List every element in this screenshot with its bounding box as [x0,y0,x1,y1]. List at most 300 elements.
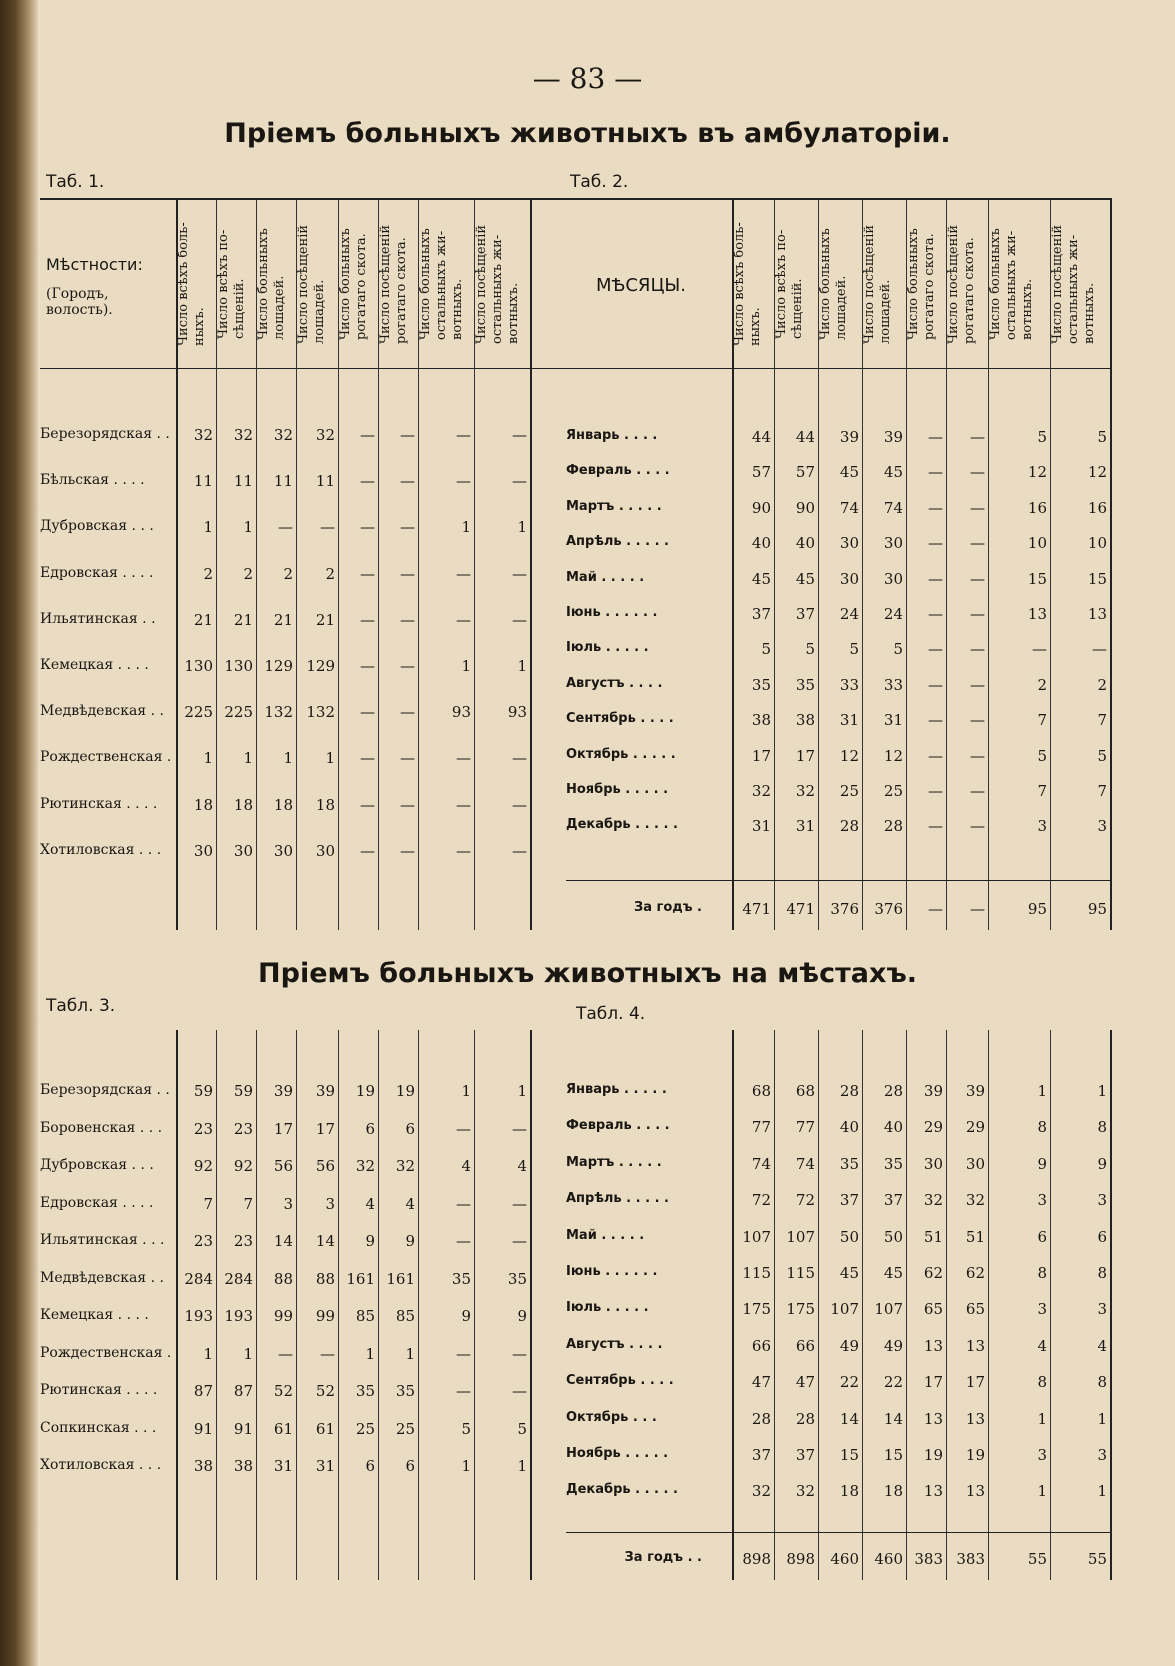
table4-row-3-col-5: 30 [923,1154,943,1173]
table1-row-6-col-2: 130 [224,657,253,675]
table4-row-2-col-6: 29 [965,1118,985,1137]
table1-row-8-col-7: — [456,749,471,768]
table4-row-8-col-5: 13 [923,1336,943,1355]
table2-row-1-name: Январь . . . . [566,428,658,443]
table3-row-6-col-3: 88 [273,1269,293,1288]
table1-row-6-col-5: — [360,657,375,675]
table4-row-8-col-7: 4 [1037,1336,1047,1355]
table3-row-8-col-1: 1 [203,1344,213,1363]
table2-row-1-col-1: 44 [751,428,771,446]
table2-row-8-col-5: — [928,675,943,694]
table2-row-7-col-7: — [1032,640,1047,659]
table2-row-8-col-4: 33 [883,675,903,694]
table1-row-3-col-2: 1 [243,518,253,537]
table4-row-10-col-7: 1 [1037,1409,1047,1428]
table1-row-7-col-4: 132 [306,703,335,722]
left-column-header-4: Число посѣщеній лошадей. [296,224,327,344]
table1-row-7-col-6: — [400,703,415,722]
table1-row-1-col-5: — [360,426,375,444]
table4-row-1-col-4: 28 [883,1082,903,1100]
table2-row-2-name: Февраль . . . . [566,463,670,479]
header-places-title: Мѣстности: [46,255,143,274]
table2-row-2-col-5: — [928,463,943,482]
table2-row-9-col-6: — [970,711,985,730]
table4-row-10-col-8: 1 [1097,1409,1107,1428]
table2-row-11-name: Ноябрь . . . . . [566,782,669,797]
table2-row-5-col-7: 15 [1027,569,1047,588]
table3-row-1-col-4: 39 [315,1082,335,1100]
table1-row-7-col-7: 93 [451,703,471,722]
table4-row-7-col-4: 107 [874,1300,903,1319]
table3-row-6-col-2: 284 [224,1269,253,1288]
table3-row-10-name: Сопкинская . . . [40,1419,157,1436]
table4-row-6-col-2: 115 [786,1264,815,1282]
table2-row-4-col-2: 40 [795,534,815,553]
table3-row-2-col-1: 23 [193,1119,213,1138]
table1-row-9-col-7: — [456,795,471,814]
table3-row-2-col-8: — [512,1119,527,1138]
page-number: — 83 — [532,62,643,95]
table4-row-3-col-4: 35 [883,1154,903,1173]
table3-row-2-col-4: 17 [315,1119,335,1138]
table4-row-9-col-7: 8 [1037,1373,1047,1392]
table4-row-5-col-8: 6 [1097,1227,1107,1246]
table2-row-3-col-8: 16 [1087,498,1107,517]
table4-row-10-col-3: 14 [839,1409,859,1428]
table2-row-3-col-6: — [970,498,985,517]
table4-total-col-7: 55 [1027,1550,1047,1568]
table2-row-12-col-7: 3 [1037,817,1047,836]
table4-row-3-col-1: 74 [751,1154,771,1173]
table1-row-7-col-1: 225 [184,703,213,722]
table4-row-11-col-3: 15 [839,1446,859,1464]
table3-row-9-col-3: 52 [273,1382,293,1400]
table2-row-6-col-3: 24 [839,605,859,623]
table4-row-5-col-4: 50 [883,1227,903,1246]
table4-row-11-col-1: 37 [751,1446,771,1464]
table4-row-1-col-2: 68 [795,1082,815,1100]
lower-left-vrule-2 [256,1030,257,1580]
table2-row-3-col-5: — [928,498,943,517]
table2-row-6-col-8: 13 [1087,605,1107,623]
table4-row-1-col-8: 1 [1097,1082,1107,1100]
table3-row-1-name: Березорядская . . [40,1082,170,1098]
left-column-header-3: Число больныхъ лошадей. [256,228,287,340]
table1-row-1-col-8: — [512,426,527,444]
table3-row-10-col-2: 91 [233,1419,253,1438]
table1-row-9-col-2: 18 [233,795,253,814]
upper-left-vrule-8 [530,200,532,930]
table2-row-10-col-1: 17 [751,746,771,765]
table2-row-6-col-5: — [928,605,943,623]
lower-left-vrule-6 [418,1030,419,1580]
table3-row-4-col-4: 3 [325,1194,335,1213]
table2-row-11-col-1: 32 [751,782,771,800]
table2-row-12-col-4: 28 [883,817,903,836]
table2-row-9-col-2: 38 [795,711,815,730]
table4-row-2-col-8: 8 [1097,1118,1107,1137]
table1-row-8-col-8: — [512,749,527,768]
table1-row-7-name: Медвѣдевская . . [40,703,164,720]
table3-row-5-col-4: 14 [315,1232,335,1250]
table3-row-3-col-4: 56 [315,1157,335,1175]
right-column-header-4: Число посѣщеній лошадей. [862,224,893,344]
left-column-header-8: Число посѣщеній остальныхъ жи- вотныхъ. [474,224,521,344]
table2-row-7-col-4: 5 [893,640,903,659]
table4-row-7-col-5: 65 [923,1300,943,1319]
table2-row-12-col-6: — [970,817,985,836]
table2-total-col-2: 471 [786,900,815,918]
table2-row-8-col-2: 35 [795,675,815,694]
table4-row-11-col-8: 3 [1097,1446,1107,1464]
table4-row-12-col-1: 32 [751,1482,771,1501]
table3-row-11-col-6: 6 [405,1457,415,1475]
table4-row-12-col-5: 13 [923,1482,943,1501]
table2-row-10-col-5: — [928,746,943,765]
lower-left-vrule-5 [378,1030,379,1580]
table4-row-2-col-2: 77 [795,1118,815,1137]
table2-row-11-col-5: — [928,782,943,800]
table2-row-8-col-6: — [970,675,985,694]
table3-row-2-name: Боровенская . . . [40,1119,163,1136]
table3-row-4-col-8: — [512,1194,527,1213]
table4-row-11-col-4: 15 [883,1446,903,1464]
table3-row-8-col-8: — [512,1344,527,1363]
table1-row-9-col-6: — [400,795,415,814]
table2-row-5-col-8: 15 [1087,569,1107,588]
table4-row-3-col-6: 30 [965,1154,985,1173]
left-column-header-1: Число всѣхъ боль- ныхъ. [176,222,207,346]
tab4-label: Табл. 4. [576,1004,646,1024]
table3-row-9-col-7: — [456,1382,471,1400]
table3-row-11-name: Хотиловская . . . [40,1457,162,1473]
table3-row-2-col-6: 6 [405,1119,415,1138]
table4-row-9-col-3: 22 [839,1373,859,1392]
table4-row-12-col-3: 18 [839,1482,859,1501]
table1-row-7-col-8: 93 [507,703,527,722]
table1-row-2-col-8: — [512,472,527,491]
table3-row-5-col-7: — [456,1232,471,1250]
table1-row-5-name: Ильятинская . . [40,610,156,627]
table3-row-10-col-3: 61 [273,1419,293,1438]
right-column-header-5: Число больныхъ рогатаго скота. [906,228,937,340]
table1-row-5-col-7: — [456,610,471,629]
table3-row-11-col-1: 38 [193,1457,213,1475]
table2-row-10-col-8: 5 [1097,746,1107,765]
table4-row-3-col-3: 35 [839,1154,859,1173]
table2-row-6-col-1: 37 [751,605,771,623]
table1-row-2-col-7: — [456,472,471,491]
table3-row-6-col-4: 88 [315,1269,335,1288]
table1-row-6-name: Кемецкая . . . . [40,657,149,673]
table1-row-10-col-5: — [360,841,375,860]
table1-row-4-col-5: — [360,564,375,583]
table1-row-4-col-3: 2 [283,564,293,583]
table4-row-4-col-7: 3 [1037,1191,1047,1210]
table2-row-9-col-8: 7 [1097,711,1107,730]
table4-row-8-col-4: 49 [883,1336,903,1355]
table1-row-3-col-4: — [320,518,335,537]
table3-row-7-name: Кемецкая . . . . [40,1307,149,1323]
table2-row-5-col-5: — [928,569,943,588]
table4-row-7-name: Іюль . . . . . [566,1300,649,1316]
table1-row-2-col-2: 11 [233,472,253,491]
table3-row-1-col-6: 19 [395,1082,415,1100]
table1-row-10-name: Хотиловская . . . [40,841,162,858]
table4-row-12-col-6: 13 [965,1482,985,1501]
table2-row-3-col-7: 16 [1027,498,1047,517]
table4-row-4-col-8: 3 [1097,1191,1107,1210]
table1-row-10-col-3: 30 [273,841,293,860]
table1-row-5-col-6: — [400,610,415,629]
table2-row-4-col-3: 30 [839,534,859,553]
table4-row-10-col-4: 14 [883,1409,903,1428]
table2-total-col-6: — [970,900,985,918]
table2-row-6-name: Іюнь . . . . . . [566,605,658,620]
table3-row-2-col-5: 6 [365,1119,375,1138]
table4-row-1-col-1: 68 [751,1082,771,1100]
table2-row-11-col-2: 32 [795,782,815,800]
table3-row-4-col-5: 4 [365,1194,375,1213]
table4-row-4-col-4: 37 [883,1191,903,1210]
table3-row-5-col-1: 23 [193,1232,213,1250]
book-spine-shadow [0,0,38,1666]
table4-row-8-col-6: 13 [965,1336,985,1355]
table4-row-12-col-4: 18 [883,1482,903,1501]
table1-row-8-col-6: — [400,749,415,768]
table1-row-6-col-6: — [400,657,415,675]
header-places [46,255,174,318]
table4-row-9-col-8: 8 [1097,1373,1107,1392]
table3-row-3-col-8: 4 [517,1157,527,1175]
table2-row-4-col-8: 10 [1087,534,1107,553]
table4-row-6-col-3: 45 [839,1264,859,1282]
table2-row-8-col-7: 2 [1037,675,1047,694]
table4-row-10-col-6: 13 [965,1409,985,1428]
right-column-header-2: Число всѣхъ по- сѣщеній. [774,229,805,339]
right-column-header-7: Число больныхъ остальныхъ жи- вотныхъ. [988,228,1035,340]
table3-row-3-col-7: 4 [461,1157,471,1175]
table4-row-10-col-5: 13 [923,1409,943,1428]
tab3-label: Табл. 3. [46,996,116,1016]
table2-row-10-name: Октябрь . . . . . [566,746,676,762]
table4-total-col-6: 383 [956,1550,985,1568]
table3-row-3-col-1: 92 [193,1157,213,1175]
table3-row-1-col-8: 1 [517,1082,527,1100]
table4-row-9-col-5: 17 [923,1373,943,1392]
table1-row-5-col-4: 21 [315,610,335,629]
table1-row-1-col-3: 32 [273,426,293,444]
table1-row-10-col-2: 30 [233,841,253,860]
table4-row-1-name: Январь . . . . . [566,1082,667,1097]
table2-row-4-col-6: — [970,534,985,553]
table2-total-rule [566,880,1110,881]
table2-row-12-col-8: 3 [1097,817,1107,836]
table4-row-10-col-1: 28 [751,1409,771,1428]
table2-row-2-col-2: 57 [795,463,815,482]
table3-row-11-col-5: 6 [365,1457,375,1475]
header-months: МѢСЯЦЫ. [595,275,687,296]
table4-row-11-col-6: 19 [965,1446,985,1464]
table1-row-2-col-1: 11 [193,472,213,491]
table4-row-12-col-2: 32 [795,1482,815,1501]
table4-row-12-col-7: 1 [1037,1482,1047,1501]
table3-row-10-col-4: 61 [315,1419,335,1438]
table2-total-col-5: — [928,900,943,918]
table4-row-8-col-8: 4 [1097,1336,1107,1355]
left-column-header-5: Число больныхъ рогатаго скота. [338,228,369,340]
table3-row-1-col-2: 59 [233,1082,253,1100]
table3-row-9-col-5: 35 [355,1382,375,1400]
table2-row-10-col-2: 17 [795,746,815,765]
table1-row-2-col-3: 11 [273,472,293,491]
table1-row-9-name: Рютинская . . . . [40,795,158,812]
table2-row-6-col-7: 13 [1027,605,1047,623]
upper-right-vrule-8 [1110,200,1112,930]
table1-row-9-col-3: 18 [273,795,293,814]
table4-row-5-col-3: 50 [839,1227,859,1246]
table1-row-2-name: Бѣльская . . . . [40,472,145,489]
table2-row-9-col-1: 38 [751,711,771,730]
table3-row-6-col-8: 35 [507,1269,527,1288]
table4-total-col-2: 898 [786,1550,815,1568]
lower-left-vrule-0 [176,1030,178,1580]
table2-row-5-col-2: 45 [795,569,815,588]
table3-row-4-col-2: 7 [243,1194,253,1213]
table4-row-2-col-1: 77 [751,1118,771,1137]
section2-title: Пріемъ больныхъ животныхъ на мѣстахъ. [258,958,917,989]
table2-row-4-col-1: 40 [751,534,771,553]
table4-row-3-name: Мартъ . . . . . [566,1154,662,1170]
table1-row-10-col-8: — [512,841,527,860]
table4-row-11-name: Ноябрь . . . . . [566,1446,669,1461]
table1-row-10-col-6: — [400,841,415,860]
table1-row-3-col-8: 1 [517,518,527,537]
table1-row-4-col-1: 2 [203,564,213,583]
table1-row-4-col-6: — [400,564,415,583]
table4-row-7-col-2: 175 [786,1300,815,1319]
table2-row-11-col-4: 25 [883,782,903,800]
table3-row-5-col-6: 9 [405,1232,415,1250]
table1-row-8-col-1: 1 [203,749,213,768]
table2-row-9-col-7: 7 [1037,711,1047,730]
table1-row-4-col-8: — [512,564,527,583]
table4-row-10-col-2: 28 [795,1409,815,1428]
table4-row-3-col-8: 9 [1097,1154,1107,1173]
table1-row-1-col-2: 32 [233,426,253,444]
table3-row-2-col-2: 23 [233,1119,253,1138]
table1-row-10-col-7: — [456,841,471,860]
table4-row-10-name: Октябрь . . . [566,1409,657,1425]
table4-row-7-col-8: 3 [1097,1300,1107,1319]
table3-row-8-name: Рождественская . [40,1344,172,1361]
table4-row-12-col-8: 1 [1097,1482,1107,1501]
table3-row-2-col-7: — [456,1119,471,1138]
table4-row-5-name: Май . . . . . [566,1227,645,1243]
table3-row-3-col-2: 92 [233,1157,253,1175]
table3-row-6-name: Медвѣдевская . . [40,1269,164,1286]
table2-row-4-col-7: 10 [1027,534,1047,553]
table3-row-6-col-7: 35 [451,1269,471,1288]
table4-row-12-name: Декабрь . . . . . [566,1482,678,1498]
header-places-subtitle: (Городъ, волость). [46,286,113,318]
table1-row-6-col-1: 130 [184,657,213,675]
table4-row-11-col-7: 3 [1037,1446,1047,1464]
table2-row-10-col-7: 5 [1037,746,1047,765]
table2-row-5-col-6: — [970,569,985,588]
table2-row-6-col-6: — [970,605,985,623]
lower-left-vrule-3 [296,1030,297,1580]
header-bottom-rule [40,368,1112,369]
table4-row-2-col-3: 40 [839,1118,859,1137]
table4-total-rule [566,1532,1110,1533]
table3-row-9-col-4: 52 [315,1382,335,1400]
table2-row-7-col-1: 5 [761,640,771,659]
table4-total-col-1: 898 [742,1550,771,1568]
table3-row-3-col-3: 56 [273,1157,293,1175]
table2-row-3-name: Мартъ . . . . . [566,498,662,514]
table1-row-8-col-4: 1 [325,749,335,768]
table2-row-9-name: Сентябрь . . . . [566,711,674,727]
table4-row-1-col-6: 39 [965,1082,985,1100]
table4-row-6-col-5: 62 [923,1264,943,1282]
table1-row-3-col-6: — [400,518,415,537]
table1-row-8-name: Рождественская . [40,749,172,766]
right-column-header-8: Число посѣщеній остальныхъ жи- вотныхъ. [1050,224,1097,344]
table3-row-8-col-3: — [278,1344,293,1363]
table3-row-8-col-6: 1 [405,1344,415,1363]
table3-row-7-col-2: 193 [224,1307,253,1325]
table1-row-1-col-7: — [456,426,471,444]
table3-row-7-col-8: 9 [517,1307,527,1325]
table2-total-col-8: 95 [1087,900,1107,918]
table1-row-3-col-7: 1 [461,518,471,537]
table3-row-8-col-4: — [320,1344,335,1363]
table2-row-3-col-1: 90 [751,498,771,517]
tab2-label: Таб. 2. [570,172,629,192]
table2-total-col-1: 471 [742,900,771,918]
table2-row-7-col-8: — [1092,640,1107,659]
table2-row-11-col-3: 25 [839,782,859,800]
table4-row-6-col-4: 45 [883,1264,903,1282]
table4-row-2-col-4: 40 [883,1118,903,1137]
lower-left-vrule-7 [474,1030,475,1580]
table1-row-5-col-8: — [512,610,527,629]
table4-row-8-col-1: 66 [751,1336,771,1355]
table1-row-9-col-5: — [360,795,375,814]
table1-row-8-col-2: 1 [243,749,253,768]
table1-row-4-col-2: 2 [243,564,253,583]
table2-row-2-col-6: — [970,463,985,482]
table3-row-5-col-2: 23 [233,1232,253,1250]
table2-row-4-name: Апрѣль . . . . . [566,534,669,550]
table2-row-1-col-2: 44 [795,428,815,446]
table1-row-3-col-1: 1 [203,518,213,537]
table2-row-12-name: Декабрь . . . . . [566,817,678,833]
table1-row-2-col-6: — [400,472,415,491]
table3-row-10-col-1: 91 [193,1419,213,1438]
table1-row-8-col-5: — [360,749,375,768]
table4-total-col-8: 55 [1087,1550,1107,1568]
table3-row-10-col-8: 5 [517,1419,527,1438]
table2-row-5-col-1: 45 [751,569,771,588]
table2-row-12-col-1: 31 [751,817,771,836]
table1-row-6-col-3: 129 [264,657,293,675]
table2-row-9-col-3: 31 [839,711,859,730]
table2-row-9-col-4: 31 [883,711,903,730]
table2-row-5-name: Май . . . . . [566,569,645,585]
table3-row-9-col-6: 35 [395,1382,415,1400]
